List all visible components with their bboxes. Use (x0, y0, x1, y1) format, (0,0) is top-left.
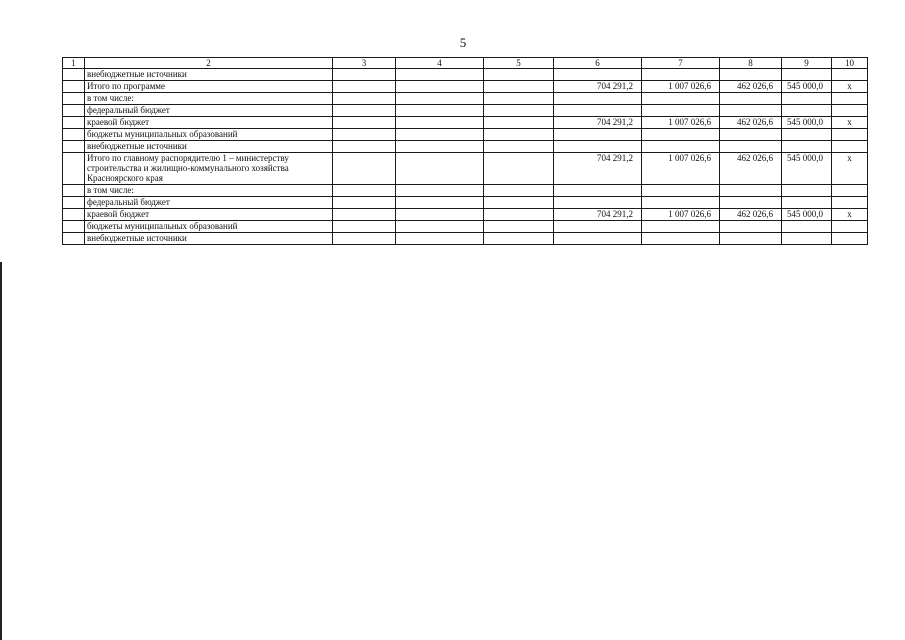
value-col-10: х (832, 81, 868, 93)
empty-cell (484, 105, 554, 117)
value-col-8: 462 026,6 (720, 209, 782, 221)
empty-cell (396, 69, 484, 81)
value-col-8 (720, 197, 782, 209)
value-col-6 (554, 221, 642, 233)
value-col-8 (720, 69, 782, 81)
value-col-8 (720, 185, 782, 197)
empty-cell (63, 105, 85, 117)
empty-cell (484, 81, 554, 93)
empty-cell (333, 153, 396, 185)
value-col-6 (554, 93, 642, 105)
header-cell: 1 (63, 58, 85, 69)
empty-cell (484, 209, 554, 221)
value-col-7: 1 007 026,6 (642, 81, 720, 93)
value-col-9: 545 000,0 (782, 81, 832, 93)
value-col-8: 462 026,6 (720, 117, 782, 129)
empty-cell (333, 233, 396, 245)
empty-cell (333, 81, 396, 93)
empty-cell (396, 209, 484, 221)
empty-cell (396, 93, 484, 105)
empty-cell (396, 185, 484, 197)
value-col-6 (554, 233, 642, 245)
value-col-8 (720, 129, 782, 141)
value-col-6: 704 291,2 (554, 81, 642, 93)
empty-cell (333, 93, 396, 105)
value-col-10: х (832, 117, 868, 129)
empty-cell (484, 93, 554, 105)
value-col-8 (720, 221, 782, 233)
row-label: федеральный бюджет (85, 105, 333, 117)
empty-cell (484, 141, 554, 153)
value-col-10 (832, 197, 868, 209)
empty-cell (63, 141, 85, 153)
header-cell: 2 (85, 58, 333, 69)
value-col-7 (642, 105, 720, 117)
value-col-9 (782, 105, 832, 117)
empty-cell (333, 129, 396, 141)
value-col-7: 1 007 026,6 (642, 117, 720, 129)
header-cell: 10 (832, 58, 868, 69)
value-col-6 (554, 185, 642, 197)
table-row (63, 233, 868, 245)
value-col-7 (642, 129, 720, 141)
value-col-10 (832, 185, 868, 197)
header-row (63, 58, 868, 69)
empty-cell (63, 233, 85, 245)
value-col-9 (782, 185, 832, 197)
row-label: бюджеты муниципальных образований (85, 221, 333, 233)
table-row (63, 185, 868, 197)
empty-cell (396, 141, 484, 153)
empty-cell (333, 141, 396, 153)
table-row (63, 93, 868, 105)
value-col-8: 462 026,6 (720, 153, 782, 185)
empty-cell (333, 185, 396, 197)
empty-cell (484, 153, 554, 185)
empty-cell (396, 105, 484, 117)
header-cell: 5 (484, 58, 554, 69)
value-col-10: х (832, 153, 868, 185)
header-cell: 9 (782, 58, 832, 69)
row-label: Итого по программе (85, 81, 333, 93)
page-number: 5 (459, 35, 467, 50)
value-col-9 (782, 129, 832, 141)
value-col-9 (782, 221, 832, 233)
empty-cell (63, 69, 85, 81)
empty-cell (484, 117, 554, 129)
row-label: внебюджетные источники (85, 141, 333, 153)
table-row (63, 105, 868, 117)
header-cell: 8 (720, 58, 782, 69)
header-cell: 7 (642, 58, 720, 69)
table-row (63, 117, 868, 129)
empty-cell (396, 81, 484, 93)
row-label: краевой бюджет (85, 117, 333, 129)
empty-cell (484, 221, 554, 233)
empty-cell (484, 233, 554, 245)
row-label: краевой бюджет (85, 209, 333, 221)
value-col-6 (554, 129, 642, 141)
scan-edge-line (0, 262, 2, 640)
row-label: в том числе: (85, 93, 333, 105)
value-col-10 (832, 129, 868, 141)
empty-cell (396, 129, 484, 141)
value-col-9 (782, 69, 832, 81)
value-col-8 (720, 233, 782, 245)
value-col-7 (642, 93, 720, 105)
empty-cell (63, 221, 85, 233)
value-col-10 (832, 233, 868, 245)
empty-cell (63, 185, 85, 197)
value-col-7 (642, 197, 720, 209)
value-col-9 (782, 233, 832, 245)
value-col-9: 545 000,0 (782, 209, 832, 221)
empty-cell (484, 197, 554, 209)
value-col-9 (782, 93, 832, 105)
empty-cell (63, 81, 85, 93)
table-row (63, 209, 868, 221)
empty-cell (63, 93, 85, 105)
table-row (63, 129, 868, 141)
empty-cell (63, 117, 85, 129)
empty-cell (484, 129, 554, 141)
value-col-6: 704 291,2 (554, 209, 642, 221)
value-col-7: 1 007 026,6 (642, 153, 720, 185)
value-col-6 (554, 197, 642, 209)
empty-cell (333, 69, 396, 81)
empty-cell (333, 221, 396, 233)
value-col-7 (642, 141, 720, 153)
header-cell: 6 (554, 58, 642, 69)
empty-cell (63, 197, 85, 209)
empty-cell (63, 129, 85, 141)
row-label: федеральный бюджет (85, 197, 333, 209)
empty-cell (333, 117, 396, 129)
value-col-7 (642, 233, 720, 245)
empty-cell (396, 197, 484, 209)
table-row (63, 81, 868, 93)
value-col-7 (642, 221, 720, 233)
empty-cell (396, 233, 484, 245)
value-col-6: 704 291,2 (554, 117, 642, 129)
value-col-6: 704 291,2 (554, 153, 642, 185)
value-col-9: 545 000,0 (782, 117, 832, 129)
value-col-9: 545 000,0 (782, 153, 832, 185)
value-col-10 (832, 93, 868, 105)
budget-table (62, 57, 868, 245)
table-row (63, 197, 868, 209)
value-col-9 (782, 197, 832, 209)
value-col-6 (554, 69, 642, 81)
value-col-7 (642, 69, 720, 81)
value-col-6 (554, 141, 642, 153)
value-col-8 (720, 141, 782, 153)
empty-cell (396, 221, 484, 233)
value-col-10 (832, 141, 868, 153)
empty-cell (333, 197, 396, 209)
value-col-10: х (832, 209, 868, 221)
value-col-8: 462 026,6 (720, 81, 782, 93)
value-col-7 (642, 185, 720, 197)
empty-cell (484, 69, 554, 81)
empty-cell (333, 209, 396, 221)
row-label: внебюджетные источники (85, 69, 333, 81)
value-col-8 (720, 105, 782, 117)
header-cell: 4 (396, 58, 484, 69)
value-col-7: 1 007 026,6 (642, 209, 720, 221)
empty-cell (396, 153, 484, 185)
value-col-10 (832, 69, 868, 81)
empty-cell (484, 185, 554, 197)
row-label: бюджеты муниципальных образований (85, 129, 333, 141)
value-col-10 (832, 105, 868, 117)
empty-cell (63, 153, 85, 185)
value-col-9 (782, 141, 832, 153)
value-col-6 (554, 105, 642, 117)
value-col-10 (832, 221, 868, 233)
row-label: Итого по главному распорядителю 1 – министерству строительства и жилищно-коммунального хозяйства Красноярского края (85, 153, 333, 185)
row-label: внебюджетные источники (85, 233, 333, 245)
table-row (63, 153, 868, 185)
empty-cell (63, 209, 85, 221)
table-row (63, 221, 868, 233)
header-cell: 3 (333, 58, 396, 69)
empty-cell (333, 105, 396, 117)
row-label: в том числе: (85, 185, 333, 197)
empty-cell (396, 117, 484, 129)
value-col-8 (720, 93, 782, 105)
table-row (63, 69, 868, 81)
table-row (63, 141, 868, 153)
